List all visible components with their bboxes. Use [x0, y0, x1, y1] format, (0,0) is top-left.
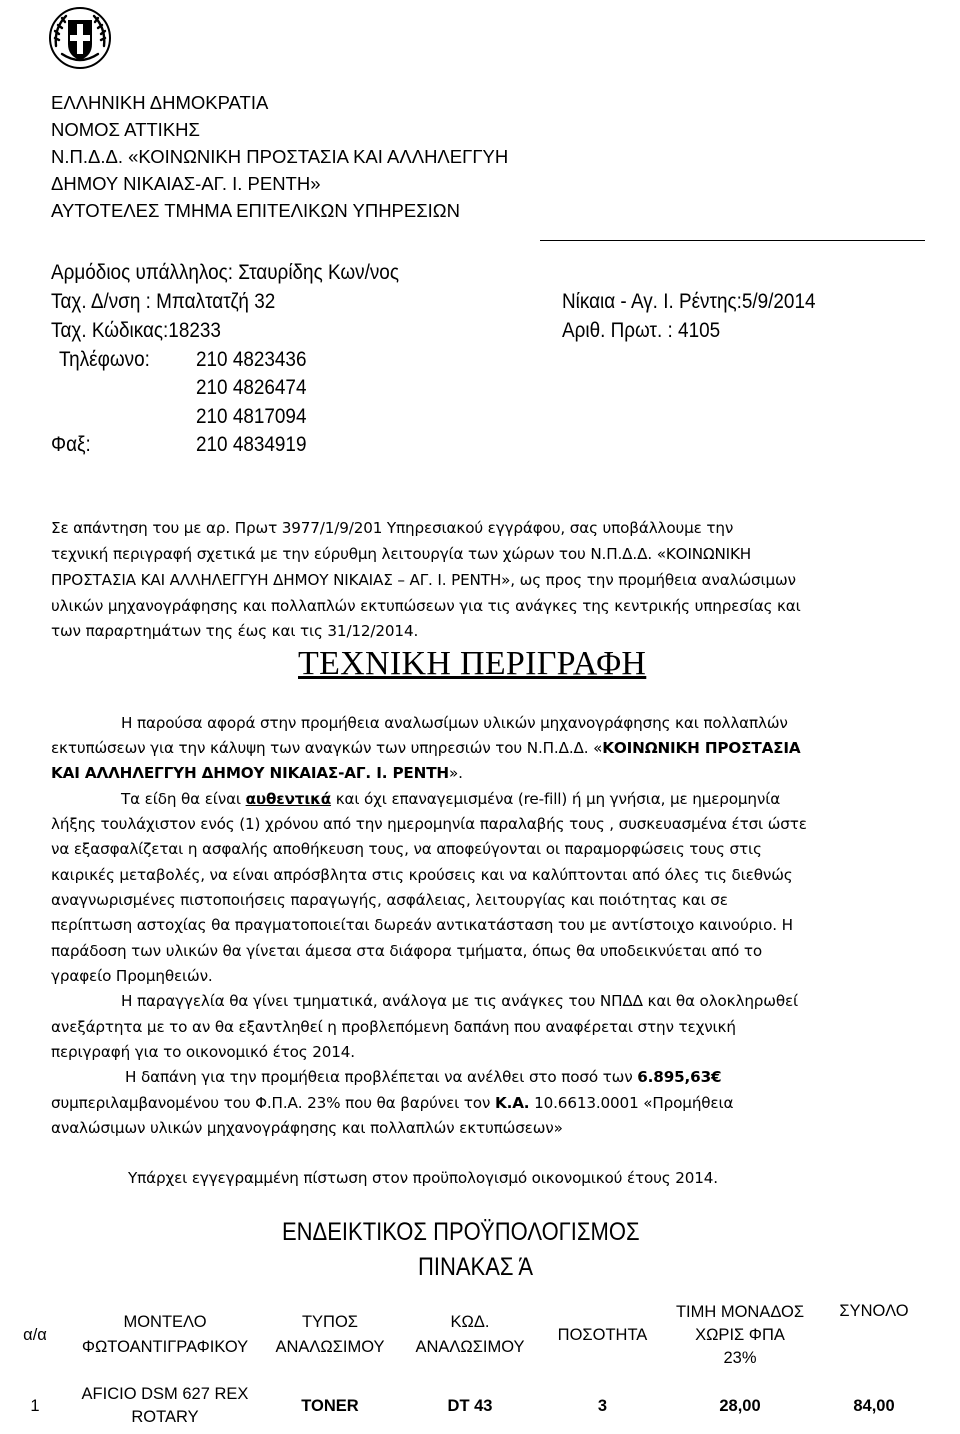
p3-line-2: ανεξάρτητα με το αν θα εξαντληθεί η προβλεπόμενη δαπάνη που αναφέρεται στην τεχνική — [51, 1018, 736, 1036]
p4-line-1 — [125, 1068, 721, 1086]
phone-1: 210 4823436 — [196, 347, 307, 371]
col-header-aa: α/α — [23, 1325, 47, 1344]
p1-line-3-end: ». — [449, 764, 463, 782]
col-header-price — [665, 1292, 815, 1378]
col-header-qty: ΠΟΣΟΤΗΤΑ — [557, 1325, 648, 1344]
col-header-model-2: ΦΩΤΟΑΝΤΙΓΡΑΦΙΚΟΥ — [81, 1338, 249, 1356]
credit-statement: Υπάρχει εγγεγραμμένη πίστωση στον προϋπολογισμό οικονομικού έτους 2014. — [128, 1169, 718, 1187]
p4-amount: 6.895,63€ — [637, 1068, 722, 1086]
postcode-line: Ταχ. Κώδικας:18233 — [51, 318, 221, 342]
col-header-price-1: ΤΙΜΗ ΜΟΝΑΔΟΣ — [675, 1302, 805, 1321]
col-header-price-3: 23% — [723, 1348, 757, 1367]
cell-qty: 3 — [597, 1396, 608, 1415]
p3-line-3: περιγραφή για το οικονομικό έτος 2014. — [51, 1043, 355, 1061]
header-line-3: Ν.Π.Δ.Δ. «ΚΟΙΝΩΝΙΚΗ ΠΡΟΣΤΑΣΙΑ ΚΑΙ ΑΛΛΗΛΕΓΓΥΗ — [51, 146, 509, 167]
col-header-code-1: ΚΩΔ. — [450, 1313, 490, 1331]
cell-aa: 1 — [30, 1396, 40, 1415]
p2-line-3: να εξασφαλίζεται η ασφαλής αποθήκευση τους, να αποφεύγονται οι παραμορφώσεις τους στις — [51, 840, 762, 858]
header-line-1: ΕΛΛΗΝΙΚΗ ΔΗΜΟΚΡΑΤΙΑ — [51, 92, 269, 113]
coat-of-arms-logo — [48, 6, 112, 70]
p2-line-1-c: και όχι επαναγεμισμένα (re-fill) ή μη γνήσια, με ημερομηνία — [331, 790, 781, 808]
col-header-model — [70, 1292, 260, 1378]
fax-number: 210 4834919 — [196, 432, 307, 456]
p2-line-6: περίπτωση αστοχίας θα πραγματοποιείται δωρεάν αντικατάσταση του με αντίστοιχο καινούριο. Η — [51, 916, 793, 934]
col-header-model-1: ΜΟΝΤΕΛΟ — [123, 1313, 207, 1331]
col-header-code — [400, 1292, 540, 1378]
header-divider — [540, 240, 925, 241]
issuer-header — [51, 89, 508, 224]
intro-line-1: Σε απάντηση του με αρ. Πρωτ 3977/1/9/201 Υπηρεσιακού εγγράφου, σας υποβάλλουμε την — [51, 519, 734, 537]
fax-label: Φαξ: — [51, 432, 91, 456]
p1-line-3 — [51, 764, 463, 782]
cell-model — [70, 1378, 260, 1434]
budget-table-title: ΠΙΝΑΚΑΣ Ά — [418, 1253, 534, 1281]
p4-line-2-a: συμπεριλαμβανομένου του Φ.Π.Α. 23% που θα βαρύνει τον — [51, 1094, 495, 1112]
p2-line-4: καιρικές μεταβολές, να είναι απρόσβλητα στις κρούσεις και να καλύπτονται από όλες τις διεθνώς — [51, 866, 793, 884]
place-date: Νίκαια - Αγ. Ι. Ρέντης:5/9/2014 — [562, 289, 816, 313]
cell-model-2: ROTARY — [131, 1408, 199, 1426]
intro-line-4: υλικών μηχανογράφησης και πολλαπλών εκτυπώσεων για τις ανάγκες της κεντρικής υπηρεσίας και — [51, 597, 801, 615]
p1-line-2-org: ΚΟΙΝΩΝΙΚΗ ΠΡΟΣΤΑΣΙΑ — [602, 739, 801, 757]
intro-line-2: τεχνική περιγραφή σχετικά με την εύρυθμη λειτουργία των χώρων του Ν.Π.Δ.Δ. «ΚΟΙΝΩΝΙΚΗ — [51, 545, 752, 563]
p2-line-8: γραφείο Προμηθειών. — [51, 967, 213, 985]
budget-table-header-row — [0, 1292, 933, 1378]
col-header-type-2: ΑΝΑΛΩΣΙΜΟΥ — [275, 1338, 385, 1356]
header-line-2: ΝΟΜΟΣ ΑΤΤΙΚΗΣ — [51, 119, 200, 140]
p4-ka: Κ.Α. — [494, 1094, 530, 1112]
p4-line-1-text: Η δαπάνη για την προμήθεια προβλέπεται να ανέλθει στο ποσό των — [125, 1068, 638, 1086]
p1-line-2-text: εκτυπώσεων για την κάλυψη των αναγκών των υπηρεσιών του Ν.Π.Δ.Δ. « — [51, 739, 603, 757]
p1-line-1: Η παρούσα αφορά στην προμήθεια αναλωσίμων υλικών μηχανογράφησης και πολλαπλών — [121, 714, 788, 732]
p2-authentic: αυθεντικά — [245, 790, 332, 808]
protocol-number: Αριθ. Πρωτ. : 4105 — [562, 318, 721, 342]
phone-2: 210 4826474 — [196, 375, 307, 399]
header-line-4: ΔΗΜΟΥ ΝΙΚΑΙΑΣ-ΑΓ. Ι. ΡΕΝΤΗ» — [51, 173, 321, 194]
cell-total: 84,00 — [853, 1396, 895, 1415]
p2-line-7: παράδοση των υλικών θα γίνεται άμεσα στα διάφορα τμήματα, όπως θα υποδεικνύεται από το — [51, 942, 762, 960]
col-header-price-2: ΧΩΡΙΣ ΦΠΑ — [695, 1325, 785, 1344]
cell-price: 28,00 — [719, 1396, 761, 1415]
budget-table — [0, 1292, 933, 1434]
budget-title: ΕΝΔΕΙΚΤΙΚΟΣ ΠΡΟΫΠΟΛΟΓΙΣΜΟΣ — [282, 1218, 640, 1246]
p2-line-5: αναγνωρισμένες πιστοποιήσεις παραγωγής, ασφάλειας, λειτουργίας και ποιότητας και σε — [51, 891, 728, 909]
p2-line-1 — [121, 790, 780, 808]
col-header-type-1: ΤΥΠΟΣ — [301, 1313, 359, 1331]
col-header-type — [260, 1292, 400, 1378]
p1-line-3-org: ΚΑΙ ΑΛΛΗΛΕΓΓΥΗ ΔΗΜΟΥ ΝΙΚΑΙΑΣ-ΑΓ. Ι. ΡΕΝΤΗ — [51, 764, 449, 782]
col-header-total: ΣΥΝΟΛΟ — [839, 1302, 909, 1320]
address-line: Ταχ. Δ/νση : Μπαλτατζή 32 — [51, 289, 276, 313]
col-header-code-2: ΑΝΑΛΩΣΙΜΟΥ — [415, 1338, 525, 1356]
cell-code: DT 43 — [447, 1396, 493, 1415]
p4-line-2-c: 10.6613.0001 «Προμήθεια — [529, 1094, 734, 1112]
header-line-5: ΑΥΤΟΤΕΛΕΣ ΤΜΗΜΑ ΕΠΙΤΕΛΙΚΩΝ ΥΠΗΡΕΣΙΩΝ — [51, 200, 460, 221]
cell-model-1: AFICIO DSM 627 REX — [81, 1385, 249, 1403]
officer-line: Αρμόδιος υπάλληλος: Σταυρίδης Κων/νος — [51, 260, 399, 284]
phone-label: Τηλέφωνο: — [59, 347, 150, 371]
p3-line-1: Η παραγγελία θα γίνει τμηματικά, ανάλογα με τις ανάγκες του ΝΠΔΔ και θα ολοκληρωθεί — [121, 992, 799, 1010]
intro-line-5: των παραρτημάτων της έως και τις 31/12/2014. — [51, 622, 419, 640]
p2-line-2: λήξης τουλάχιστον ενός (1) χρόνου από την ημερομηνία παραλαβής τους , συσκευασμένα έτσι ώστε — [51, 815, 807, 833]
phone-3: 210 4817094 — [196, 404, 307, 428]
p4-line-3: αναλώσιμων υλικών μηχανογράφησης και πολλαπλών εκτυπώσεων» — [51, 1119, 563, 1137]
document-title: ΤΕΧΝΙΚΗ ΠΕΡΙΓΡΑΦΗ — [298, 645, 647, 682]
p2-line-1-a: Τα είδη θα είναι — [121, 790, 246, 808]
p4-line-2 — [51, 1094, 733, 1112]
intro-line-3: ΠΡΟΣΤΑΣΙΑ ΚΑΙ ΑΛΛΗΛΕΓΓΥΗ ΔΗΜΟΥ ΝΙΚΑΙΑΣ – ΑΓ. Ι. ΡΕΝΤΗ», ως προς την προμήθεια αναλώσιμων — [51, 571, 796, 589]
cell-type: TONER — [301, 1396, 359, 1415]
table-row — [0, 1378, 933, 1434]
p1-line-2 — [51, 739, 801, 757]
